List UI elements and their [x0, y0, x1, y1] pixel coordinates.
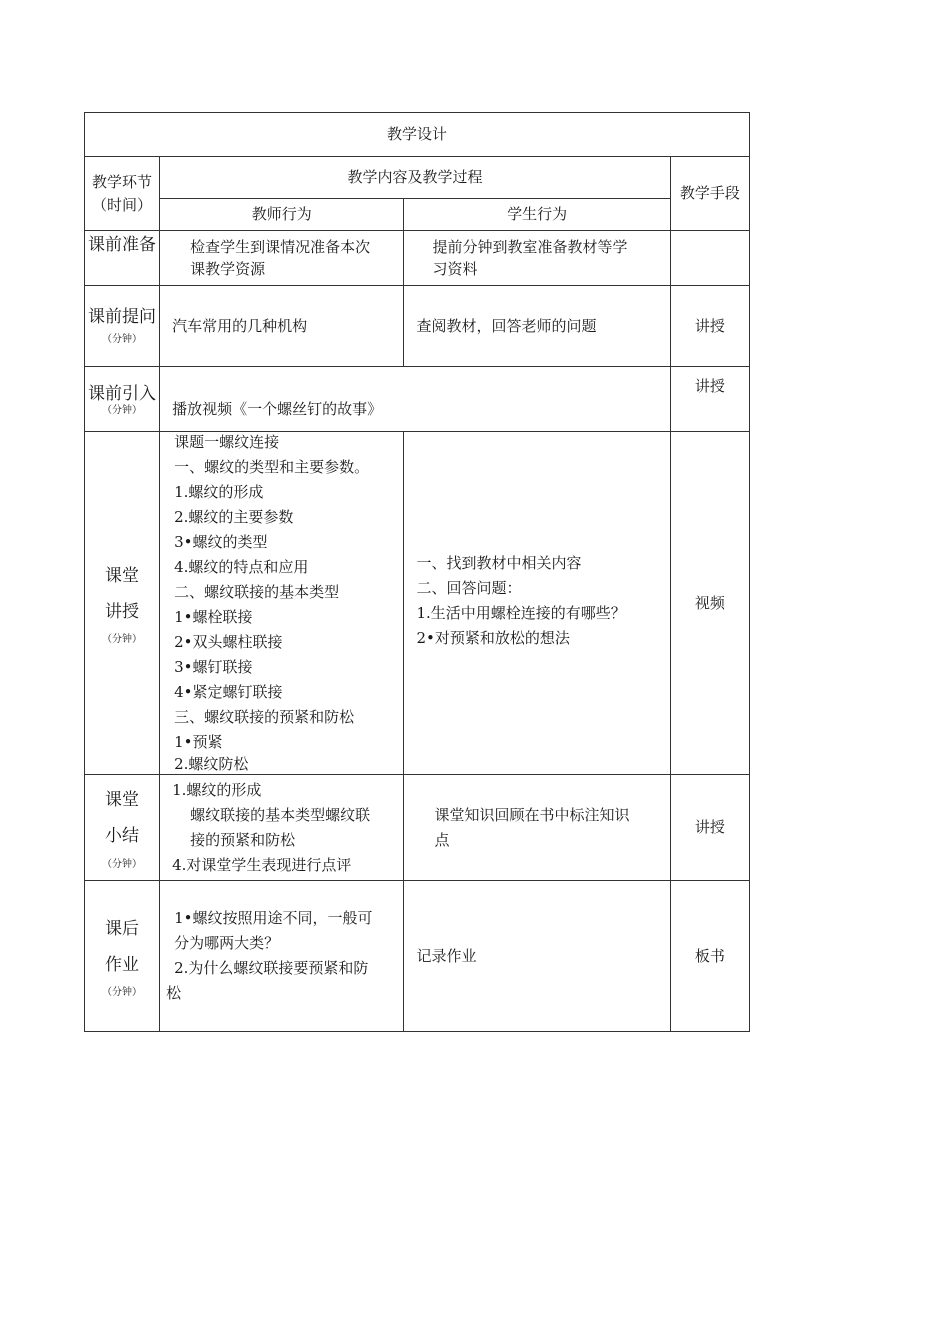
stage-name: 课后作业 [105, 918, 140, 975]
stage-cell [85, 881, 160, 1032]
table-title: 教学设计 [85, 113, 750, 157]
table-row [85, 286, 750, 367]
stage-cell [85, 231, 160, 286]
means-cell: 视频 [670, 432, 749, 775]
stage-name: 课前提问 [88, 307, 157, 328]
stage-minutes: （分钟） [102, 987, 143, 999]
table-row [85, 881, 750, 1032]
stage-name: 课堂小结 [105, 790, 140, 846]
header-stage: 教学环节（时间） [85, 157, 160, 231]
stage-cell [85, 775, 160, 881]
stage-cell [85, 367, 160, 432]
table-row [85, 432, 750, 775]
teacher-cell: 汽车常用的几种机构 [160, 286, 404, 367]
stage-cell [85, 432, 160, 775]
teacher-cell: 播放视频《一个螺丝钉的故事》 [160, 367, 671, 432]
means-cell: 讲授 [670, 367, 749, 432]
stage-minutes: （分钟） [102, 858, 143, 870]
teacher-cell: 1•螺纹按照用途不同，一般可 分为哪两大类？ 2.为什么螺纹联接要预紧和防 松 [160, 881, 404, 1032]
table-row [85, 231, 750, 286]
teacher-cell: 课题一螺纹连接 一、螺纹的类型和主要参数。 1.螺纹的形成 2.螺纹的主要参数 3•螺纹的类型 4.螺纹的特点和应用 二、螺纹联接的基本类型 1•螺栓联接 2•双头螺柱联接 3•螺钉联接 4•紧定螺钉联接 三、螺纹联接的预紧和防松 1•预紧 2.螺纹防松 [160, 432, 404, 775]
header-teacher: 教师行为 [160, 199, 404, 231]
means-cell: 板书 [670, 881, 749, 1032]
means-cell [670, 231, 749, 286]
stage-minutes: （分钟） [102, 405, 143, 417]
stage-name: 课前引入 [88, 383, 157, 404]
table-row [85, 775, 750, 881]
stage-name: 课堂讲授 [105, 565, 140, 622]
teacher-cell: 检查学生到课情况准备本次 课教学资源 [160, 231, 404, 286]
student-cell: 查阅教材，回答老师的问题 [404, 286, 670, 367]
student-cell: 课堂知识回顾在书中标注知识 点 [404, 775, 670, 881]
header-means: 教学手段 [670, 157, 749, 231]
teacher-cell: 1.螺纹的形成 螺纹联接的基本类型螺纹联 接的预紧和防松 4.对课堂学生表现进行点评 [160, 775, 404, 881]
table-row [85, 367, 750, 432]
stage-name: 课前准备 [88, 235, 157, 255]
stage-minutes: （分钟） [102, 333, 143, 345]
student-cell: 提前分钟到教室准备教材等学 习资料 [404, 231, 670, 286]
lesson-design-table [84, 112, 750, 1032]
means-cell: 讲授 [670, 286, 749, 367]
stage-cell [85, 286, 160, 367]
stage-minutes: （分钟） [102, 634, 143, 646]
header-content: 教学内容及教学过程 [160, 157, 671, 199]
student-cell: 一、找到教材中相关内容 二、回答问题： 1.生活中用螺栓连接的有哪些？ 2•对预紧和放松的想法 [404, 432, 670, 775]
means-cell: 讲授 [670, 775, 749, 881]
student-cell: 记录作业 [404, 881, 670, 1032]
header-student: 学生行为 [404, 199, 670, 231]
